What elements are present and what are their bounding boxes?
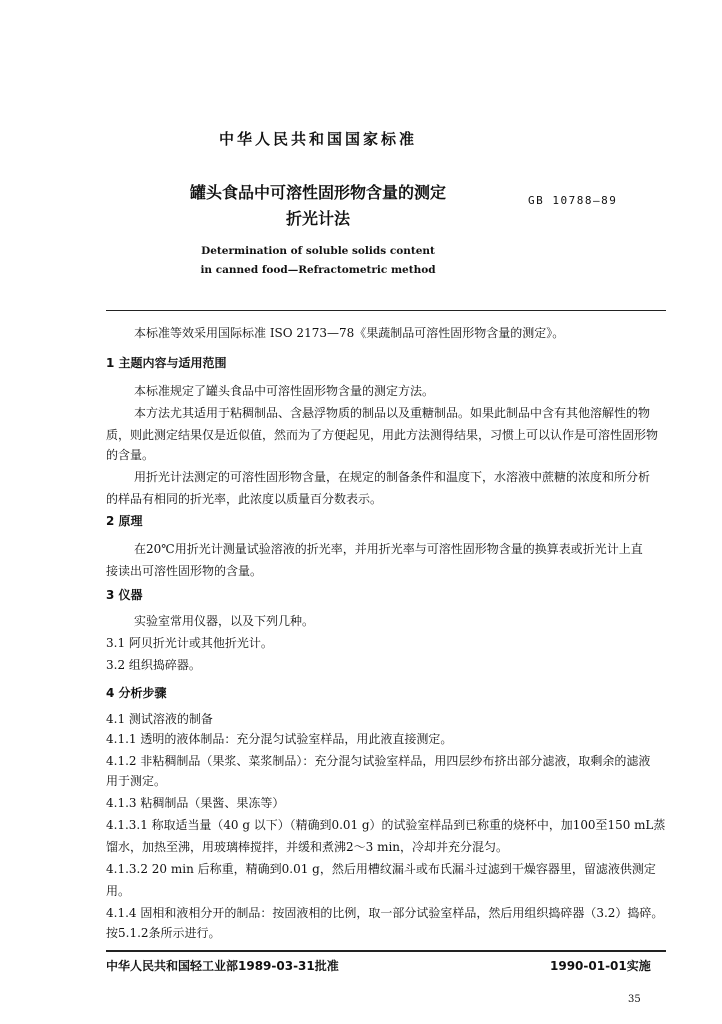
- section-2-para-line-1: 在20℃用折光计测量试验溶液的折光率，并用折光率与可溶性固形物含量的换算表或折光计上直: [134, 542, 643, 556]
- section-1-para-2-line-2: 质，则此测定结果仅是近似值，然而为了方便起见，用此方法测得结果，习惯上可以认作是可溶性固形物: [106, 428, 659, 442]
- section-4-item-2: 4.1.1 透明的液体制品：充分混匀试验室样品，用此液直接测定。: [106, 732, 453, 746]
- section-3-item-1: 3.1 阿贝折光计或其他折光计。: [106, 636, 273, 650]
- section-4-item-10: 4.1.4 固相和液相分开的制品：按固液相的比例，取一部分试验室样品，然后用组织捣碎器（3.2）捣碎。: [106, 906, 664, 920]
- section-4-item-4: 用于测定。: [106, 774, 167, 788]
- section-1-para-2-line-1: 本方法尤其适用于粘稠制品、含悬浮物质的制品以及重糖制品。如果此制品中含有其他溶解性的物: [134, 406, 651, 420]
- section-2-para-line-2: 接读出可溶性固形物的含量。: [106, 564, 263, 578]
- section-4-heading: 4 分析步骤: [106, 686, 167, 700]
- document-title: 罐头食品中可溶性固形物含量的测定: [189, 183, 446, 202]
- page-number: 35: [628, 994, 641, 1005]
- section-4-item-5: 4.1.3 粘稠制品（果酱、果冻等）: [106, 796, 285, 810]
- section-2-heading: 2 原理: [106, 514, 143, 528]
- english-title-line2: in canned food—Refractometric method: [200, 264, 436, 276]
- section-3-item-2: 3.2 组织捣碎器。: [106, 658, 201, 672]
- section-1-para-1: 本标准规定了罐头食品中可溶性固形物含量的测定方法。: [134, 384, 435, 398]
- section-4-item-1: 4.1 测试溶液的制备: [106, 712, 213, 726]
- footer-rule: [106, 950, 666, 952]
- section-4-item-7: 馏水，加热至沸，用玻璃棒搅拌，并缓和煮沸2～3 min，冷却并充分混匀。: [106, 840, 509, 854]
- section-4-item-6: 4.1.3.1 称取适当量（40 g 以下）（精确到0.01 g）的试验室样品到已称重的烧杯中，加100至150 mL蒸: [106, 818, 666, 832]
- section-4-item-3: 4.1.2 非粘稠制品（果浆、菜浆制品）：充分混匀试验室样品，用四层纱布挤出部分滤液，取剩余的滤液: [106, 754, 651, 768]
- national-standard-heading: 中华人民共和国国家标准: [218, 130, 417, 148]
- intro-text: 本标准等效采用国际标准 ISO 2173—78《果蔬制品可溶性固形物含量的测定》。: [134, 326, 565, 340]
- english-title-line1: Determination of soluble solids content: [201, 245, 435, 257]
- section-4-item-8: 4.1.3.2 20 min 后称重，精确到0.01 g，然后用槽纹漏斗或布氏漏斗过滤到干燥容器里，留滤液供测定: [106, 862, 656, 876]
- section-1-para-3-line-2: 的样品有相同的折光率，此浓度以质量百分数表示。: [106, 492, 383, 506]
- standard-number: GB 10788—89: [528, 194, 618, 207]
- section-3-para: 实验室常用仪器，以及下列几种。: [134, 614, 315, 628]
- section-1-heading: 1 主题内容与适用范围: [106, 356, 227, 370]
- document-subtitle: 折光计法: [285, 209, 350, 228]
- header-rule: [106, 310, 666, 311]
- section-4-item-11: 按5.1.2条所示进行。: [106, 926, 221, 940]
- section-1-para-3-line-1: 用折光计法测定的可溶性固形物含量，在规定的制备条件和温度下，水溶液中蔗糖的浓度和所分析: [134, 470, 651, 484]
- section-1-para-2-line-3: 的含量。: [106, 448, 155, 462]
- section-3-heading: 3 仪器: [106, 588, 143, 602]
- approval-issuer: 中华人民共和国轻工业部1989-03-31批准: [106, 959, 339, 973]
- section-4-item-9: 用。: [106, 884, 131, 898]
- effective-date: 1990-01-01实施: [550, 959, 651, 973]
